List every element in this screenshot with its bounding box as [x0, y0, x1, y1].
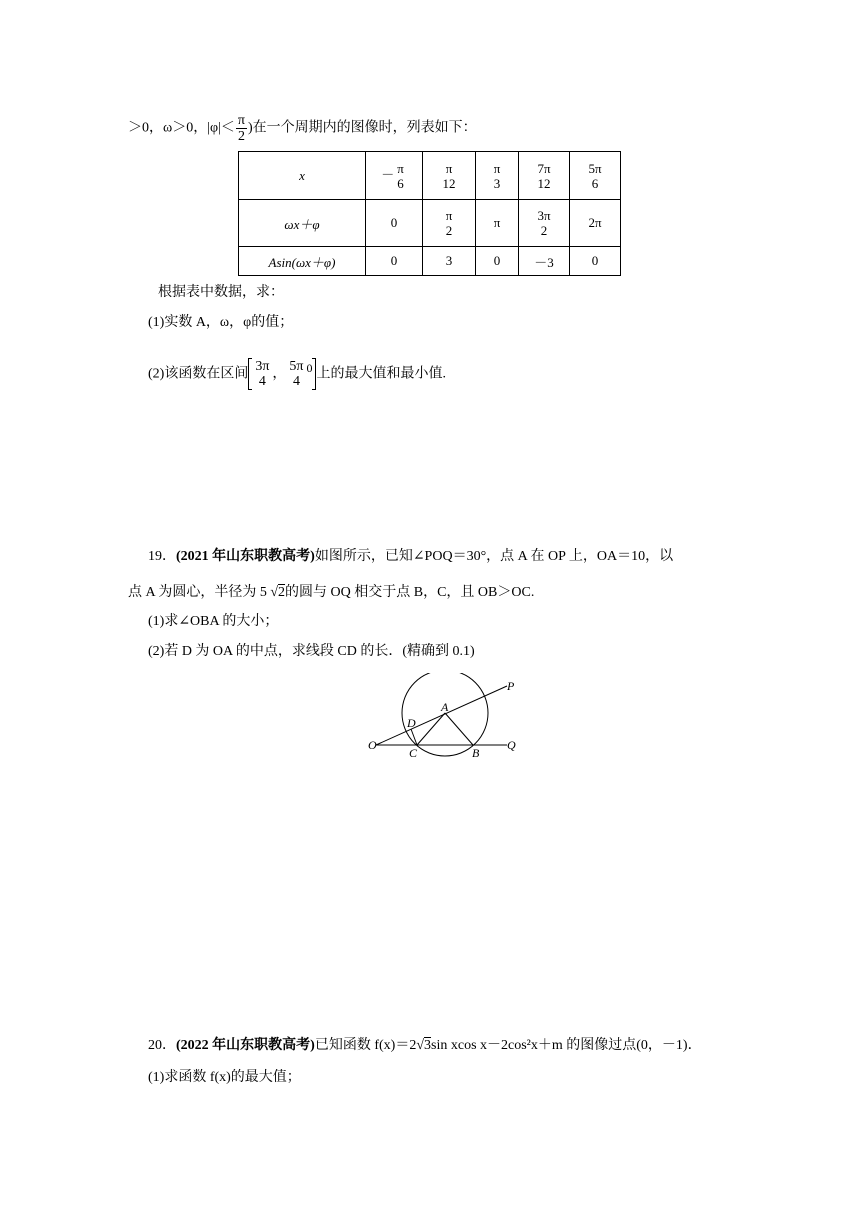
q19-number: 19． [148, 549, 176, 564]
q19-line1: 19．(2021 年山东职教高考)如图所示，已知∠POQ＝30°，点 A 在 OP 上，OA＝10，以 [148, 549, 674, 564]
q20-source: (2022 年山东职教高考) [176, 1038, 315, 1053]
row-header-x: x [239, 152, 366, 200]
phase-cell-4: 3π 2 [519, 200, 570, 247]
x-cell-5: 5π 6 [570, 152, 621, 200]
q18-table [238, 151, 621, 276]
label-P: P [507, 679, 515, 693]
label-A: A [441, 700, 449, 714]
q19-part2: (2)若 D 为 OA 的中点，求线段 CD 的长．(精确到 0.1) [148, 644, 475, 659]
q19-figure [365, 673, 545, 773]
phase-cell-2: π 2 [423, 200, 476, 247]
q18-intro-a: ＞0，ω＞0，|φ|＜ [128, 120, 235, 136]
value-cell-4: －3 [519, 247, 570, 276]
label-C: C [409, 746, 418, 760]
x-cell-2: π 12 [423, 152, 476, 200]
x-cell-3: π 3 [476, 152, 519, 200]
x-cell-1: － π 6 [366, 152, 423, 200]
q18-prompt: 根据表中数据，求： [158, 285, 284, 300]
x-cell-4: 7π 12 [519, 152, 570, 200]
value-cell-2: 3 [423, 247, 476, 276]
row-header-phase: ωx＋φ [239, 200, 366, 247]
q19-line2: 点 A 为圆心，半径为 5 √2的圆与 OQ 相交于点 B，C，且 OB＞OC. [128, 585, 535, 600]
line-OP [376, 686, 507, 745]
row-header-value: Asin(ωx＋φ) [239, 247, 366, 276]
segment-AC [417, 713, 445, 745]
segment-AB [445, 713, 473, 745]
phase-cell-5: 2π [570, 200, 621, 247]
value-cell-5: 0 [570, 247, 621, 276]
q18-part1: (1)实数 A，ω，φ的值； [148, 315, 294, 330]
value-cell-1: 0 [366, 247, 423, 276]
label-D: D [407, 716, 416, 730]
q20-line1: 20．(2022 年山东职教高考)已知函数 f(x)＝2√3sin xcos x－2cos²x＋m 的图像过点(0，－1)． [148, 1038, 702, 1053]
label-O: O [368, 738, 377, 752]
phase-cell-1: 0 [366, 200, 423, 247]
q19-source: (2021 年山东职教高考) [176, 549, 315, 564]
value-cell-3: 0 [476, 247, 519, 276]
label-B: B [472, 746, 480, 760]
circle-A [402, 673, 488, 756]
q18-intro-frac: $\frac{\pi}{2}$ [237, 113, 245, 144]
q18-intro-b: )在一个周期内的图像时，列表如下： [247, 120, 477, 136]
phase-cell-3: π [476, 200, 519, 247]
q18-intro [128, 113, 477, 144]
label-Q: Q [507, 738, 516, 752]
q20-number: 20． [148, 1038, 176, 1053]
q18-part2: (2)该函数在区间 3π 4 ， 5π 4 0 上的最大值和最小值. [148, 359, 446, 390]
q19-part1: (1)求∠OBA 的大小； [148, 614, 279, 629]
q20-part1: (1)求函数 f(x)的最大值； [148, 1070, 301, 1085]
